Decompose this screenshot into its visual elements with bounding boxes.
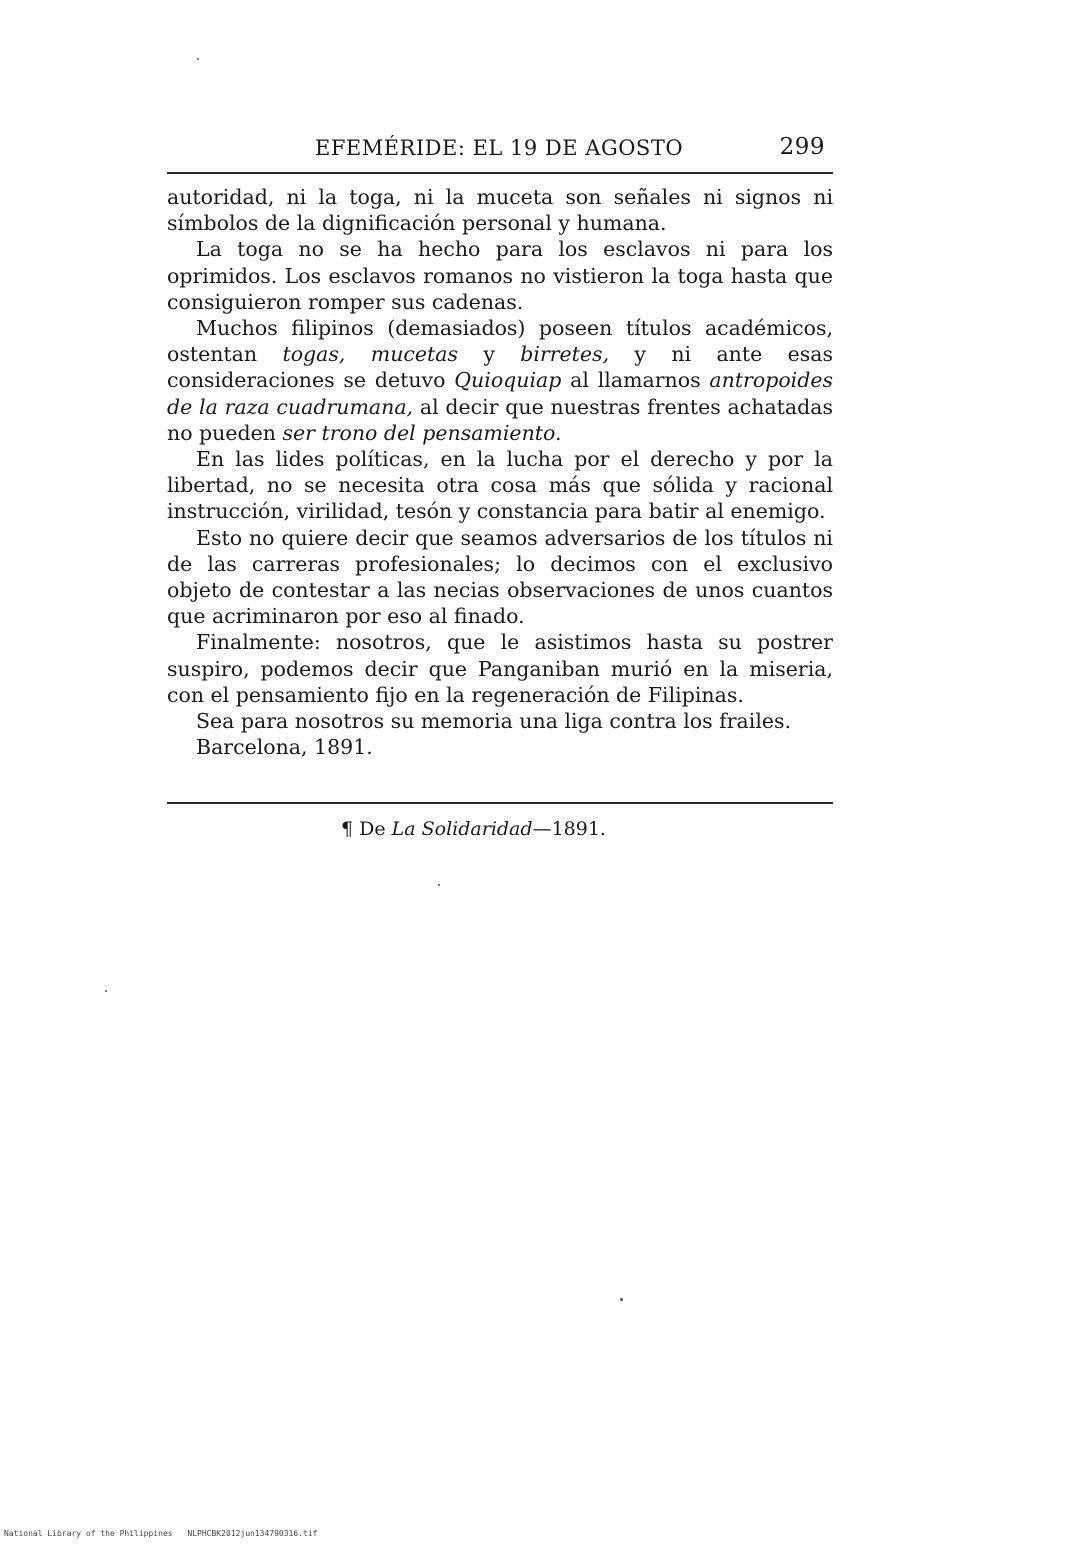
- p3-italic-togas: togas, mucetas: [282, 342, 458, 367]
- source-publication: La Solidaridad: [391, 818, 533, 840]
- paragraph-2: La toga no se ha hecho para los esclavos ni para los oprimidos. Los esclavos romanos no vistieron la toga hasta que consiguieron romper sus cadenas.: [167, 237, 833, 314]
- paragraph-6: Finalmente: nosotros, que le asistimos hasta su postrer suspiro, podemos decir que Panganiban murió en la miseria, con el pensamiento fijo en la regeneración de Filipinas.: [167, 630, 833, 707]
- paragraph-3: [167, 315, 833, 446]
- p3-italic-quioquiap: Quioquiap: [454, 368, 562, 393]
- place-date: Barcelona, 1891.: [196, 735, 373, 760]
- paragraph-1: autoridad, ni la toga, ni la muceta son señales ni signos ni símbolos de la dignificación personal y humana.: [167, 185, 833, 236]
- p3-italic-trono: ser trono del pensamiento.: [282, 420, 562, 445]
- p3-italic-antropoides: antropoides de la raza cuadrumana,: [167, 368, 833, 419]
- paragraph-7: Sea para nosotros su memoria una liga contra los frailes.: [196, 709, 792, 734]
- paragraph-5: Esto no quiere decir que seamos adversarios de los títulos ni de las carreras profesionales; lo decimos con el exclusivo objeto de contestar a las necias observaciones de unos cuantos que acriminaron por eso al finado.: [167, 525, 833, 629]
- p3-text-e: al decir que nuestras frentes achatadas no pueden: [167, 394, 833, 445]
- source-note: [341, 818, 606, 840]
- p3-text-b: y: [458, 342, 521, 367]
- p3-text-a: Muchos filipinos (demasiados) poseen títulos académicos, ostentan: [167, 316, 833, 367]
- book-page: [167, 134, 833, 840]
- p3-italic-birretes: birretes,: [520, 342, 610, 367]
- scan-speck: [197, 58, 199, 60]
- running-head: [167, 134, 833, 168]
- footer-rule: [167, 802, 833, 804]
- source-note-suffix: —1891.: [532, 818, 606, 840]
- scan-speck: [105, 990, 107, 992]
- scan-speck: [438, 884, 440, 886]
- body-text: [167, 184, 833, 760]
- paragraph-4: En las lides políticas, en la lucha por el derecho y por la libertad, no se necesita otra cosa más que sólida y racional instrucción, virilidad, tesón y constancia para batir al enemigo.: [167, 447, 833, 524]
- scan-speck: [620, 1298, 623, 1301]
- library-name: National Library of the Philippines: [4, 1529, 173, 1538]
- header-rule: [167, 172, 833, 174]
- p3-text-d: al llamarnos: [561, 368, 710, 393]
- p3-text-c: y ni ante esas consideraciones se detuvo: [167, 342, 833, 393]
- source-note-prefix: ¶ De: [341, 818, 392, 840]
- scan-footer: [4, 1529, 327, 1538]
- file-id: NLPHCBK2012jun134790316.tif: [187, 1529, 318, 1538]
- running-title: EFEMÉRIDE: EL 19 DE AGOSTO: [315, 136, 684, 160]
- page-number: 299: [779, 134, 825, 160]
